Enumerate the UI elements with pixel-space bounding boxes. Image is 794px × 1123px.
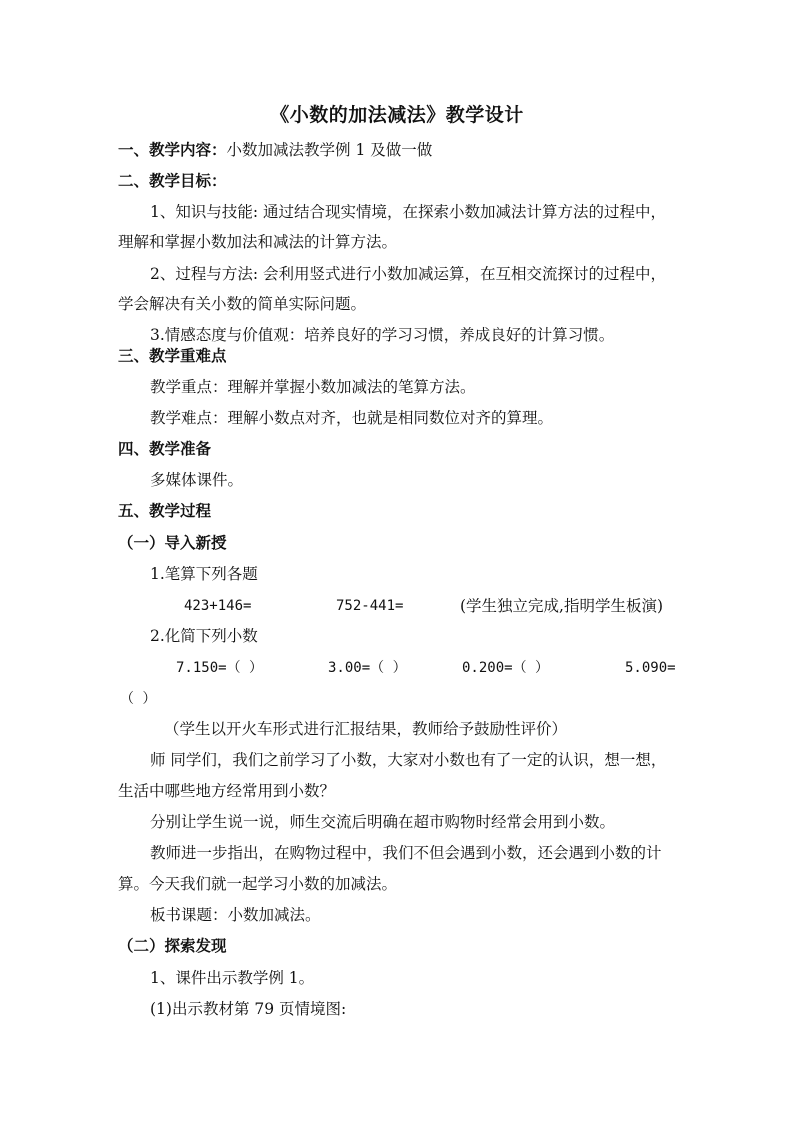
section-5-heading: 五、教学过程 xyxy=(118,501,212,520)
document-title: 《小数的加法减法》教学设计 xyxy=(270,104,524,126)
simplify-a: 7.150=（ ） xyxy=(176,660,264,676)
prep-text: 多媒体课件。 xyxy=(150,471,244,489)
section-1 xyxy=(118,140,432,160)
section-2-heading: 二、教学目标： xyxy=(118,171,227,190)
step-1: 1.笔算下列各题 xyxy=(150,565,258,583)
section-3-heading: 三、教学重难点 xyxy=(118,346,227,365)
calc-note: (学生独立完成,指明学生板演) xyxy=(460,597,664,615)
difficult-point: 教学难点：理解小数点对齐，也就是相同数位对齐的算理。 xyxy=(150,409,554,427)
discussion: 分别让学生说一说，师生交流后明确在超市购物时经常会用到小数。 xyxy=(150,813,616,831)
step-2: 2.化简下列小数 xyxy=(150,627,258,645)
goal-3: 3.情感态度与价值观：培养良好的学习习惯，养成良好的计算习惯。 xyxy=(150,326,615,344)
explore-1-1: (1)出示教材第 79 页情境图: xyxy=(150,1000,347,1018)
section-1-heading: 一、教学内容： xyxy=(118,140,227,159)
further-line-2: 算。今天我们就一起学习小数的加减法。 xyxy=(118,875,398,893)
key-point: 教学重点：理解并掌握小数加减法的笔算方法。 xyxy=(150,378,476,396)
subsection-2-heading: （二）探索发现 xyxy=(118,936,227,955)
goal-1-line-1: 1、知识与技能: 通过结合现实情境，在探索小数加减法计算方法的过程中， xyxy=(150,203,667,221)
teacher-line-2: 生活中哪些地方经常用到小数？ xyxy=(118,782,336,800)
teacher-line-1: 师 同学们，我们之前学习了小数，大家对小数也有了一定的认识，想一想， xyxy=(150,751,667,769)
further-line-1: 教师进一步指出，在购物过程中，我们不但会遇到小数，还会遇到小数的计 xyxy=(150,844,662,862)
calc-b: 752-441= xyxy=(336,598,404,614)
simplify-c: 0.200=（ ） xyxy=(462,660,550,676)
simplify-d: 5.090= xyxy=(625,660,676,676)
board-title: 板书课题：小数加减法。 xyxy=(150,906,321,924)
goal-2-line-1: 2、过程与方法: 会利用竖式进行小数加减运算，在互相交流探讨的过程中， xyxy=(150,265,667,283)
report-note: （学生以开火车形式进行汇报结果，教师给予鼓励性评价） xyxy=(164,720,568,738)
section-1-text: 小数加减法教学例 1 及做一做 xyxy=(226,141,433,159)
calc-a: 423+146= xyxy=(184,598,252,614)
simplify-b: 3.00=（ ） xyxy=(328,660,407,676)
section-4-heading: 四、教学准备 xyxy=(118,439,212,458)
explore-1: 1、课件出示教学例 1。 xyxy=(150,969,315,987)
goal-1-line-2: 理解和掌握小数加法和减法的计算方法。 xyxy=(118,233,398,251)
goal-2-line-2: 学会解决有关小数的简单实际问题。 xyxy=(118,295,367,313)
simplify-d-paren: （ ） xyxy=(120,691,157,707)
subsection-1-heading: （一）导入新授 xyxy=(118,533,227,552)
